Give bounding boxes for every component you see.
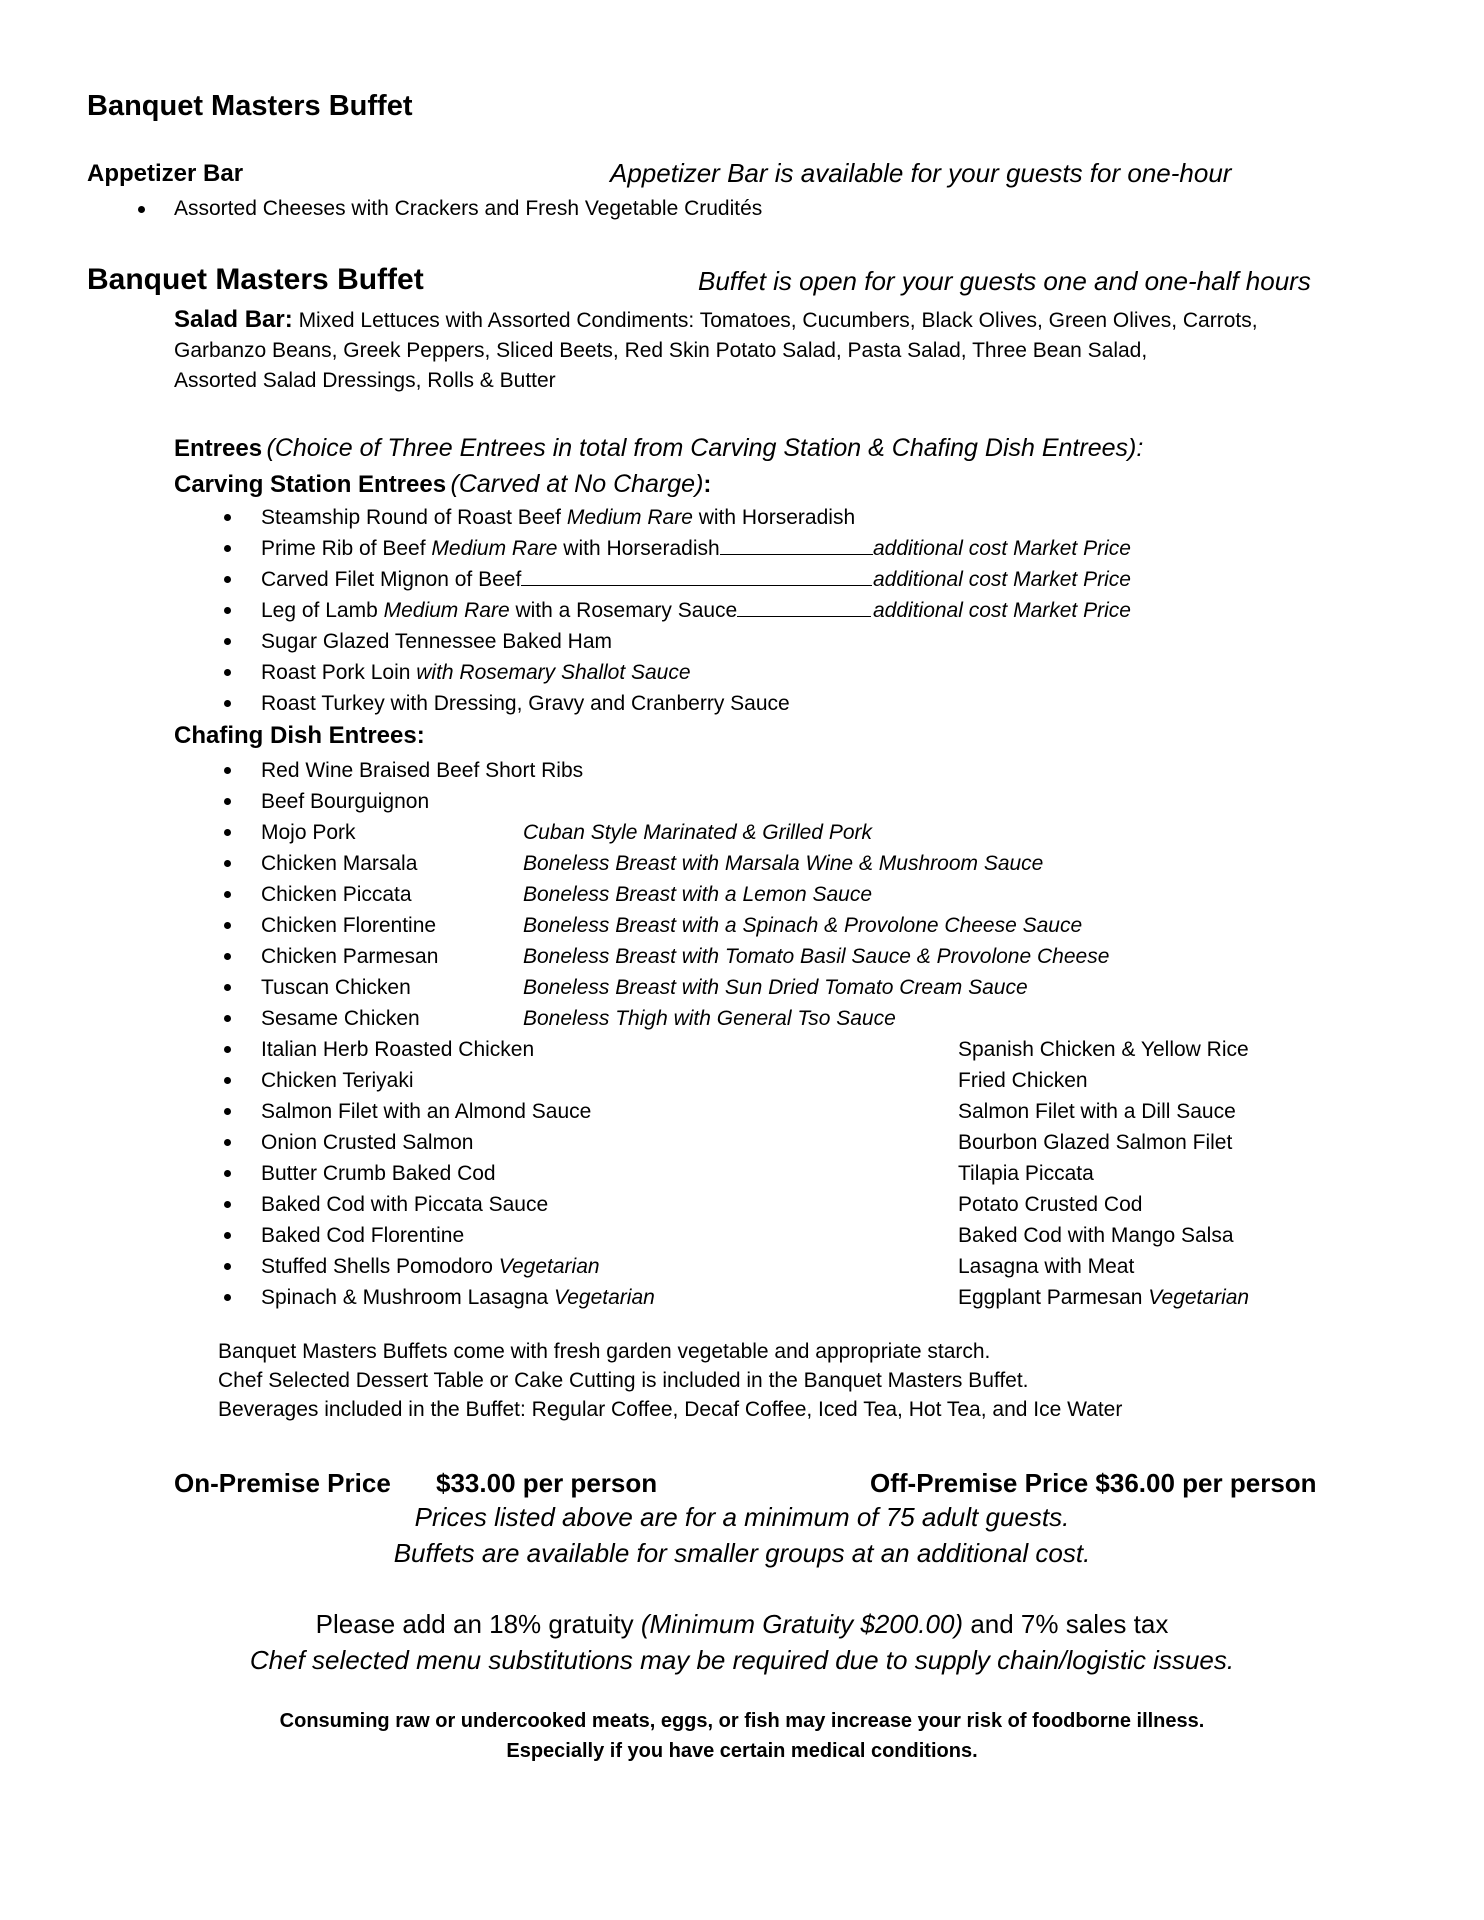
entree-description: Boneless Breast with Sun Dried Tomato Cream Sauce [523,976,1028,999]
entree-name: Fried Chicken [958,1069,1088,1092]
entree-name: Italian Herb Roasted Chicken [261,1038,535,1061]
entree-name: Sugar Glazed Tennessee Baked Ham [261,630,612,653]
list-item [0,1096,1249,1127]
includes-line3: Beverages included in the Buffet: Regular Coffee, Decaf Coffee, Iced Tea, Hot Tea, and Ice Water [218,1398,1123,1421]
entree-name: Tilapia Piccata [958,1162,1094,1185]
entree-description: Boneless Thigh with General Tso Sauce [523,1007,896,1030]
entree-name: Chicken Florentine [261,914,437,937]
list-item [0,1158,1249,1189]
bullet-icon [224,700,231,707]
fill-line [720,536,873,555]
fill-line [737,598,871,617]
entree-name-rest: with Horseradish [557,537,720,560]
salad-bar-label: Salad Bar: [174,306,293,333]
additional-cost-note: additional cost Market Price [873,568,1131,591]
list-item [0,564,1131,595]
list-item [0,657,873,688]
list-item [0,1282,1249,1313]
entree-name-rest: with a Rosemary Sauce [509,599,738,622]
entree-note: Medium Rare [383,599,510,622]
off-premise-price: Off-Premise Price $36.00 per person [870,1468,1317,1498]
chafing-right-list [0,1034,1249,1313]
list-item [0,910,1109,941]
entree-name: Tuscan Chicken [261,976,411,999]
entree-name: Stuffed Shells Pomodoro [261,1255,499,1278]
list-item [0,1034,1249,1065]
bullet-icon [224,798,231,805]
includes-line1: Banquet Masters Buffets come with fresh garden vegetable and appropriate starch. [218,1340,991,1363]
entree-name: Roast Pork Loin [261,661,417,684]
entree-name: Steamship Round of Roast Beef [261,506,567,529]
appetizer-heading: Appetizer Bar [87,160,244,187]
entree-tag: Vegetarian [1148,1286,1250,1309]
entree-name: Chicken Teriyaki [261,1069,414,1092]
entree-name: Carved Filet Mignon of Beef [261,568,522,591]
entree-description: Boneless Breast with Marsala Wine & Mushroom Sauce [523,852,1044,875]
bullet-icon [224,638,231,645]
gratuity-minimum: (Minimum Gratuity $200.00) [640,1609,964,1639]
entree-name: Mojo Pork [261,821,356,844]
list-item [0,1065,1249,1096]
entree-description: Cuban Style Marinated & Grilled Pork [523,821,872,844]
list-item [0,1189,1249,1220]
entree-name: Lasagna with Meat [958,1255,1135,1278]
gratuity-line [0,1609,1484,1640]
entree-name-rest: with Horseradish [692,506,856,529]
bullet-icon [224,1015,231,1022]
substitutions-note: Chef selected menu substitutions may be required due to supply chain/logistic issues. [249,1645,1235,1675]
entree-name: Chicken Piccata [261,883,412,906]
chafing-simple-list [0,755,583,817]
entree-name: Spanish Chicken & Yellow Rice [958,1038,1249,1061]
entree-name: Baked Cod with Mango Salsa [958,1224,1234,1247]
list-item [0,879,1109,910]
list-item [0,502,873,533]
entrees-note: (Choice of Three Entrees in total from Carving Station & Chafing Dish Entrees): [266,434,1144,462]
entree-name: Salmon Filet with a Dill Sauce [958,1100,1236,1123]
entree-tag: Vegetarian [498,1255,600,1278]
entree-note: with Rosemary Shallot Sauce [416,661,691,684]
minimum-note: Prices listed above are for a minimum of 75 adult guests. [414,1502,1070,1532]
entree-name: Leg of Lamb [261,599,384,622]
bullet-icon [224,514,231,521]
salad-bar-line2: Garbanzo Beans, Greek Peppers, Sliced Beets, Red Skin Potato Salad, Pasta Salad, Three Bean Salad, [174,339,1148,362]
entree-name: Red Wine Braised Beef Short Ribs [261,759,584,782]
entrees-heading [174,434,1143,463]
entree-name: Baked Cod with Piccata Sauce [261,1193,549,1216]
appetizer-item-text: Assorted Cheeses with Crackers and Fresh Vegetable Crudités [174,197,763,220]
warning-line1: Consuming raw or undercooked meats, eggs, or fish may increase your risk of foodborne illness. [279,1710,1205,1732]
buffet-heading: Banquet Masters Buffet [87,263,424,296]
bullet-icon [224,922,231,929]
entree-name: Chicken Parmesan [261,945,439,968]
entree-name: Roast Turkey with Dressing, Gravy and Cranberry Sauce [261,692,790,715]
small-groups-note: Buffets are available for smaller groups at an additional cost. [393,1538,1091,1568]
list-item [0,1127,1249,1158]
entree-name: Butter Crumb Baked Cod [261,1162,496,1185]
entree-name: Prime Rib of Beef [261,537,432,560]
list-item [0,688,873,719]
on-premise-label: On-Premise Price [174,1468,391,1498]
salad-bar-line1 [174,306,1258,334]
entree-description: Boneless Breast with Tomato Basil Sauce & Provolone Cheese [523,945,1110,968]
entrees-label: Entrees [174,435,263,462]
carving-colon: : [703,471,712,498]
entree-note: Medium Rare [431,537,558,560]
carving-note: (Carved at No Charge) [450,470,704,498]
bullet-icon [224,984,231,991]
list-item [0,595,1131,626]
entree-name: Baked Cod Florentine [261,1224,465,1247]
salad-bar-text1: Mixed Lettuces with Assorted Condiments: Tomatoes, Cucumbers, Black Olives, Green Olives, Carrots, [298,309,1258,332]
includes-line2: Chef Selected Dessert Table or Cake Cutting is included in the Banquet Masters Buffet. [218,1369,1029,1392]
carving-heading [174,470,711,499]
gratuity-text: Please add an 18% gratuity [315,1609,641,1639]
entree-name: Sesame Chicken [261,1007,420,1030]
entree-name: Salmon Filet with an Almond Sauce [261,1100,592,1123]
entree-note: Medium Rare [566,506,693,529]
carving-list [0,502,1131,719]
entree-name: Eggplant Parmesan [958,1286,1149,1309]
bullet-icon [224,891,231,898]
list-item [0,972,1109,1003]
appetizer-item [174,197,762,221]
page-title: Banquet Masters Buffet [87,90,413,122]
chafing-heading: Chafing Dish Entrees: [174,722,425,749]
bullet-icon [224,953,231,960]
list-item [0,1003,1109,1034]
list-item [0,1220,1249,1251]
bullet-icon [224,829,231,836]
fill-line [521,567,872,586]
list-item [0,786,583,817]
chafing-described-list [0,817,1109,1034]
entree-description: Boneless Breast with a Spinach & Provolone Cheese Sauce [523,914,1083,937]
additional-cost-note: additional cost Market Price [873,537,1131,560]
salad-bar-line3: Assorted Salad Dressings, Rolls & Butter [174,369,556,392]
bullet-icon [224,545,231,552]
list-item [0,941,1109,972]
bullet-icon [224,860,231,867]
list-item [0,1251,1249,1282]
sales-tax-text: and 7% sales tax [963,1609,1169,1639]
on-premise-price: $33.00 per person [436,1468,658,1498]
entree-name: Potato Crusted Cod [958,1193,1143,1216]
warning-line2: Especially if you have certain medical conditions. [506,1740,978,1762]
list-item [0,817,1109,848]
entree-name: Onion Crusted Salmon [261,1131,474,1154]
additional-cost-note: additional cost Market Price [873,599,1131,622]
carving-label: Carving Station Entrees [174,471,447,498]
bullet-icon [224,607,231,614]
appetizer-note: Appetizer Bar is available for your guests for one-hour [610,158,1232,188]
bullet-icon [224,767,231,774]
entree-name: Bourbon Glazed Salmon Filet [958,1131,1233,1154]
list-item [0,533,1131,564]
list-item [0,755,583,786]
entree-tag: Vegetarian [554,1286,655,1309]
entree-description: Boneless Breast with a Lemon Sauce [523,883,873,906]
list-item [0,848,1109,879]
buffet-note: Buffet is open for your guests one and one-half hours [698,266,1311,296]
bullet-icon [224,669,231,676]
entree-name: Spinach & Mushroom Lasagna [261,1286,555,1309]
bullet-icon [224,576,231,583]
entree-name: Chicken Marsala [261,852,418,875]
bullet-icon [138,206,145,213]
list-item [0,626,873,657]
entree-name: Beef Bourguignon [261,790,430,813]
